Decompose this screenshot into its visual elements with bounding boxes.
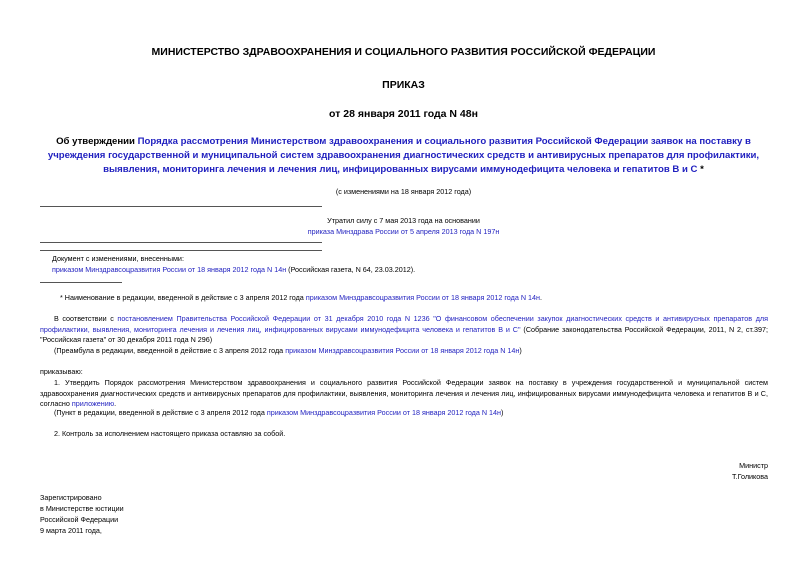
appendix-link[interactable]: приложению — [71, 399, 115, 408]
item-2: 2. Контроль за исполнением настоящего приказа оставляю за собой. — [54, 429, 286, 438]
changes-label: Документ с изменениями, внесенными: — [52, 254, 184, 263]
doc-type-heading: ПРИКАЗ — [382, 79, 425, 91]
title-prefix: Об утверждении — [56, 136, 138, 147]
preamble-paragraph — [40, 314, 768, 346]
registration-line-1: Зарегистрировано — [40, 493, 102, 502]
footnote-link[interactable]: приказом Минздравсоцразвития России от 18 января 2012 года N 14н — [305, 293, 540, 302]
ministry-heading: МИНИСТЕРСТВО ЗДРАВООХРАНЕНИЯ И СОЦИАЛЬНОГО РАЗВИТИЯ РОССИЙСКОЙ ФЕДЕРАЦИИ — [151, 46, 656, 58]
title-suffix: * — [697, 164, 704, 175]
footnote — [60, 292, 770, 303]
order-word: приказываю: — [40, 367, 83, 376]
preamble-note-suffix: ) — [519, 346, 522, 355]
changes-source: (Российская газета, N 64, 23.03.2012). — [286, 265, 416, 274]
signature-name: Т.Голикова — [731, 472, 768, 481]
lost-force-order-link[interactable]: приказа Минздрава России от 5 апреля 2013 года N 197н — [307, 227, 500, 236]
registration-line-4: 9 марта 2011 года, — [40, 526, 102, 535]
changes-order-link[interactable]: приказом Минздравсоцразвития России от 18 января 2012 года N 14н — [52, 265, 287, 274]
preamble-source: (Собрание законодательства Российской Федерации, 2011, N 2, ст.397; "Российская газета" от 30 декабря 2011 года N 296) — [40, 324, 768, 344]
item-1-text: 1. Утвердить Порядок рассмотрения Министерством здравоохранения и социального развития Российской Федерации заявок на поставку в учреждения государственной и муниципальной систем здравоохранения диагностических средств и антивирусных препаратов для профилактики, выявления, мониторинга лечения и лечения лиц, инфицированных вирусами иммунодефицита человека и гепатитов В и С, согласно — [40, 378, 768, 408]
lost-force-text: Утратил силу с 7 мая 2013 года на основании — [327, 216, 480, 225]
document-title — [30, 135, 777, 177]
item-1-note-prefix: (Пункт в редакции, введенной в действие с 3 апреля 2012 года — [54, 408, 267, 417]
lost-force-link-line — [0, 226, 807, 237]
footnote-text: * Наименование в редакции, введенной в действие с 3 апреля 2012 года — [60, 293, 306, 302]
item-1 — [40, 378, 768, 410]
item-1-suffix: . — [114, 399, 117, 408]
registration-line-2: в Министерстве юстиции — [40, 504, 124, 513]
divider — [40, 250, 322, 251]
preamble-note — [40, 346, 768, 357]
date-number-heading: от 28 января 2011 года N 48н — [329, 108, 478, 120]
footnote-suffix: . — [540, 293, 542, 302]
item-1-note-link[interactable]: приказом Минздравсоцразвития России от 18 января 2012 года N 14н — [266, 408, 502, 417]
changes-line — [52, 264, 772, 275]
divider — [40, 206, 322, 207]
title-procedure-link[interactable]: Порядка рассмотрения Министерством здравоохранения и социального развития Российской Федерации заявок на поставку в учреждения государственной и муниципальной систем здравоохранения диагностических средств и антивирусных препаратов для профилактики, выявления, мониторинга лечения и лечения лиц, инфицированных вирусами иммунодефицита человека и гепатитов В и С — [47, 136, 760, 175]
footnote-divider — [40, 282, 122, 283]
preamble-note-prefix: (Преамбула в редакции, введенной в действие с 3 апреля 2012 года — [54, 346, 286, 355]
preamble-note-link[interactable]: приказом Минздравсоцразвития России от 18 января 2012 года N 14н — [285, 346, 520, 355]
registration-line-3: Российской Федерации — [40, 515, 119, 524]
item-1-note-suffix: ) — [501, 408, 504, 417]
amendment-note: (с изменениями на 18 января 2012 года) — [335, 187, 472, 196]
government-decree-link[interactable]: постановлением Правительства Российской Федерации от 31 декабря 2010 года N 1236 "О финансовом обеспечении закупок диагностических средств и антивирусных препаратов для профилактики, выявления, мониторинга лечения и лечения лиц, инфицированных вирусами иммунодефицита человека и гепатитов В и С" — [40, 314, 768, 334]
item-1-note — [40, 408, 768, 419]
signature-position: Министр — [739, 461, 768, 470]
preamble-text: В соответствии с — [54, 314, 118, 323]
divider — [40, 242, 322, 243]
